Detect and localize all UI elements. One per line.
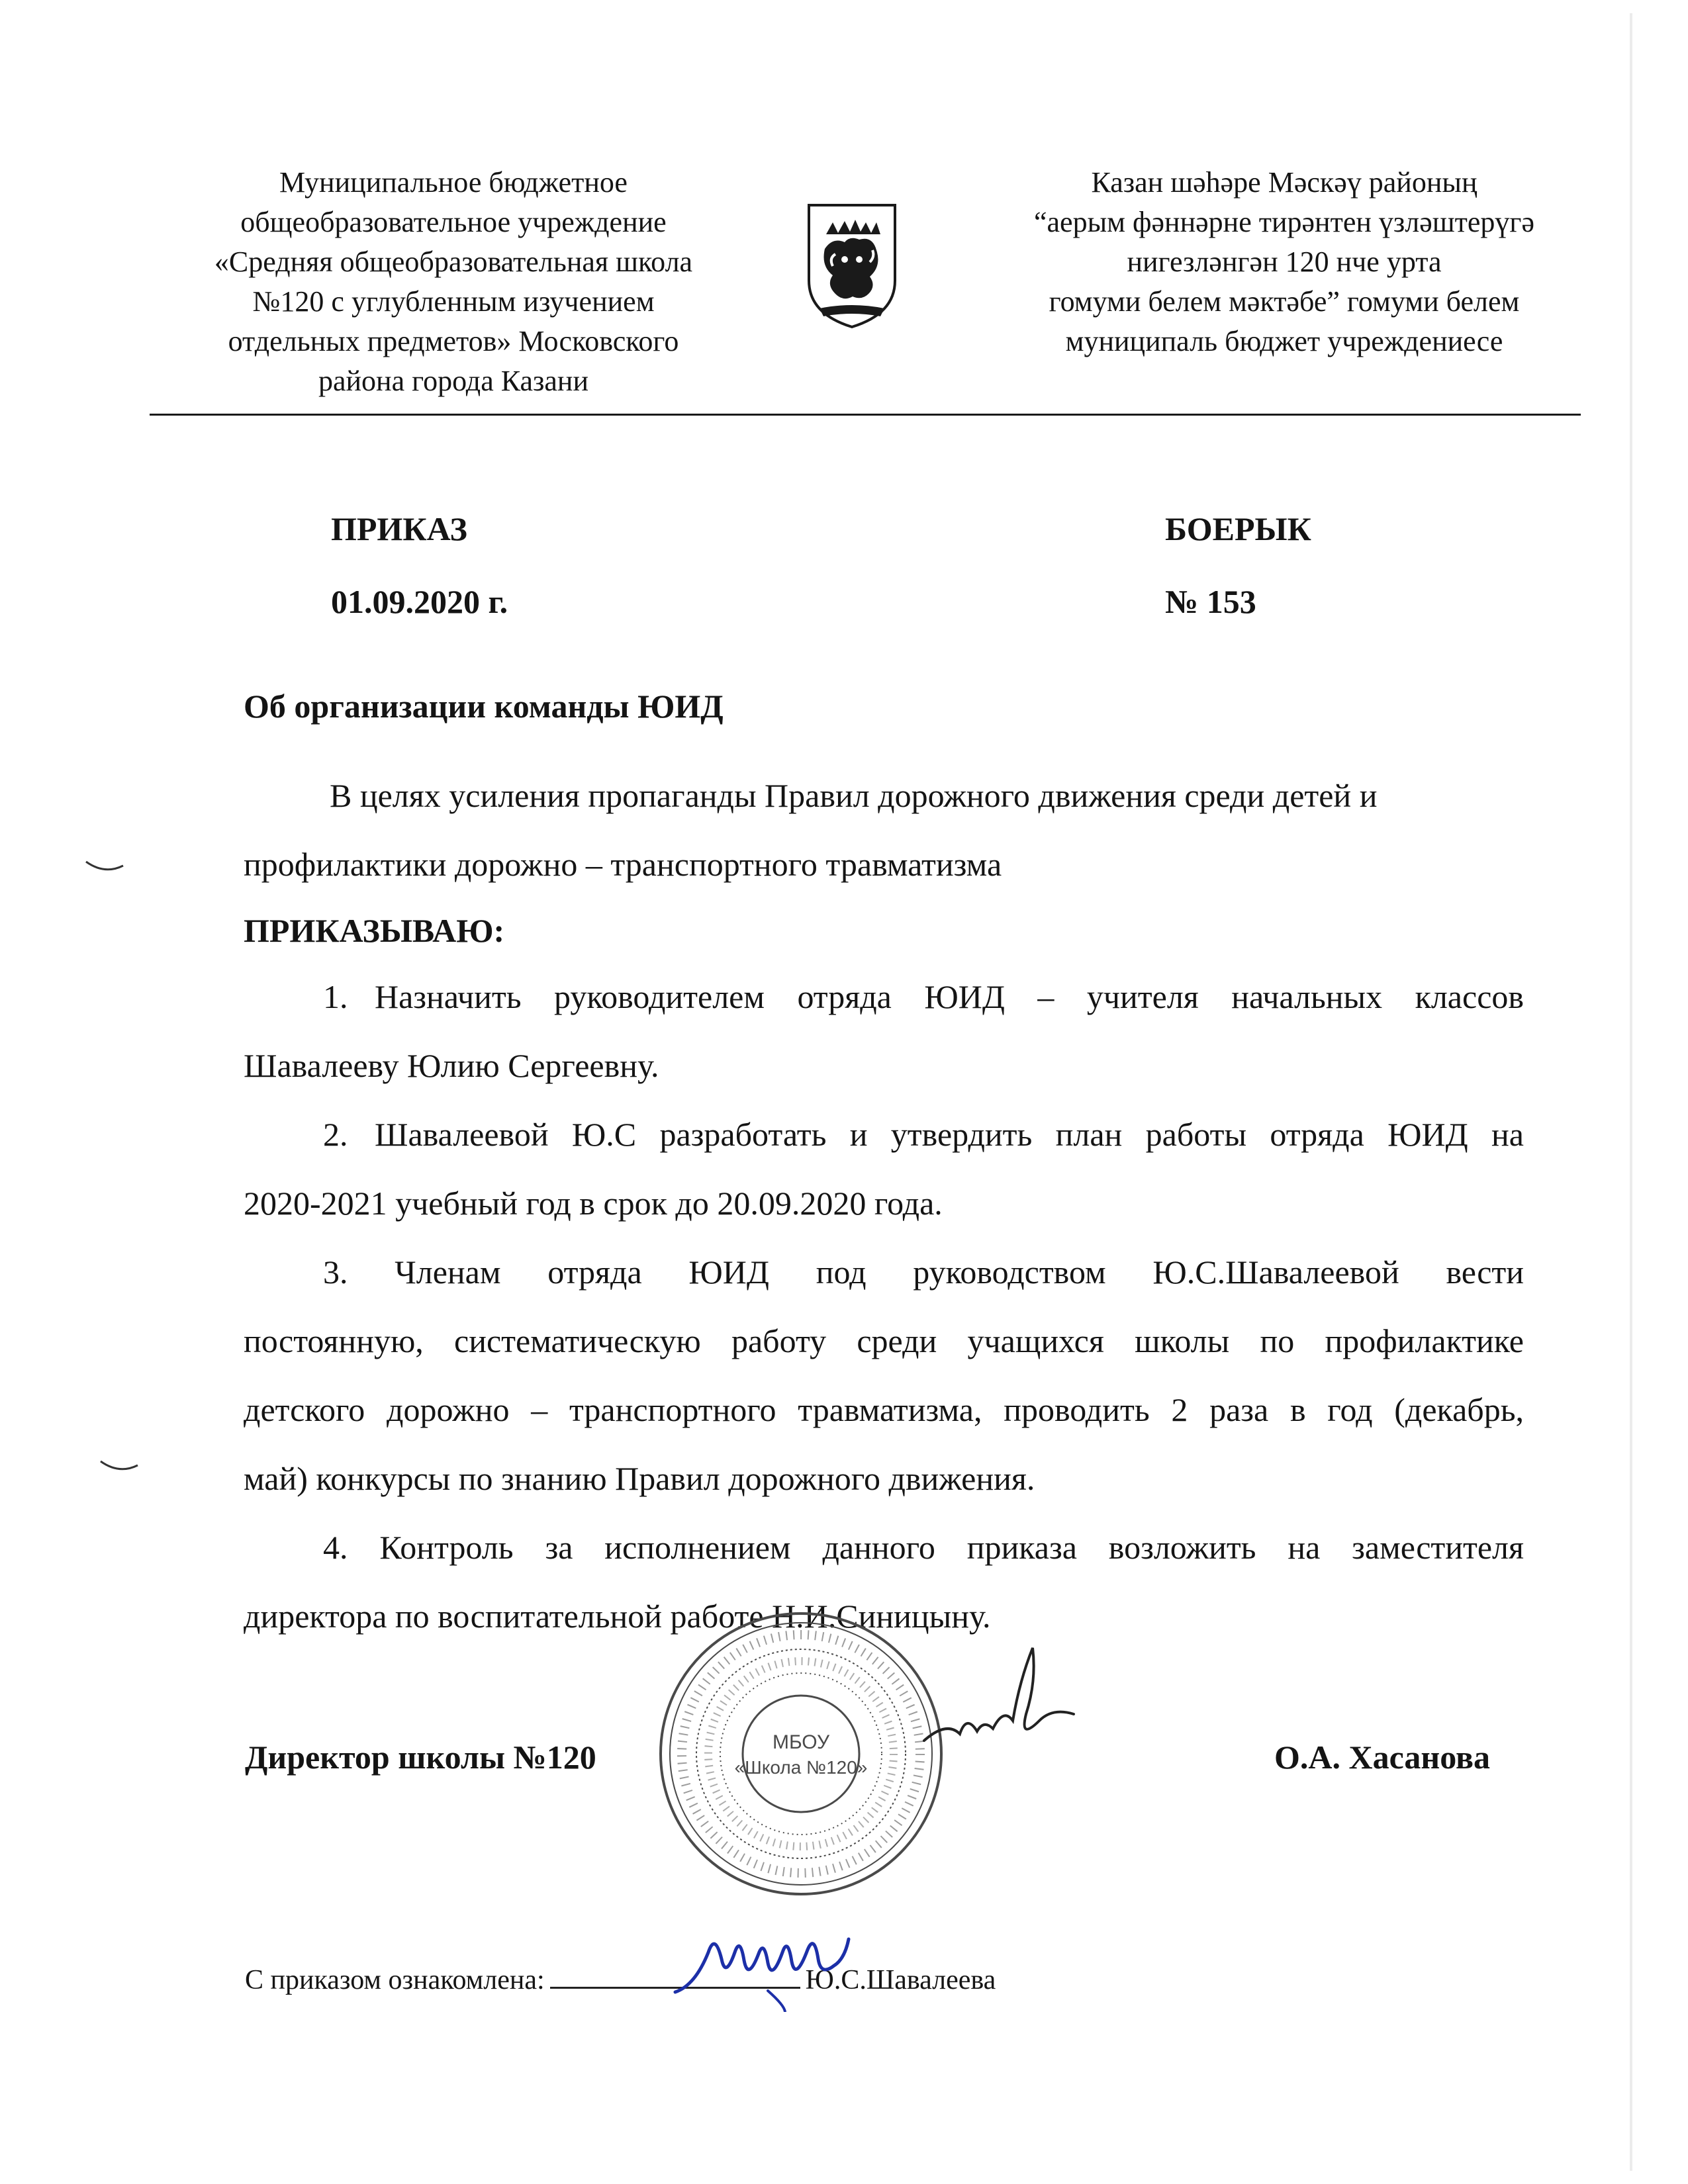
order-date: 01.09.2020 г. — [331, 583, 508, 620]
order-title-ru: ПРИКАЗ — [331, 510, 467, 547]
order-title-tt: БОЕРЫК — [1165, 510, 1311, 547]
item-text: Членам отряда ЮИД под руководством Ю.С.Шавалеевой вести — [395, 1253, 1524, 1291]
header-left-line: общеобразовательное учреждение — [240, 206, 667, 238]
item-3-cont: детского дорожно – транспортного травматизма, проводить 2 раза в год (декабрь, — [244, 1391, 1524, 1428]
item-text: Назначить руководителем отряда ЮИД – учителя начальных классов — [375, 978, 1524, 1015]
school-seal — [655, 1608, 947, 1899]
acknowledgement-name: Ю.С.Шавалеева — [805, 1965, 996, 1995]
order-body — [244, 761, 1524, 1651]
signatory-name: О.А. Хасанова — [1274, 1739, 1490, 1776]
director-signature — [920, 1641, 1079, 1760]
header-left-line: района города Казани — [318, 365, 589, 397]
command-heading: ПРИКАЗЫВАЮ: — [244, 912, 505, 949]
header-right-line: Казан шәһәре Мәскәү районың — [1091, 166, 1477, 199]
item-number: 4. — [323, 1529, 348, 1566]
item-4-cont: директора по воспитательной работе Н.И.Синицыну. — [244, 1598, 991, 1635]
order-number: № 153 — [1165, 583, 1256, 620]
header-left-line: «Средняя общеобразовательная школа — [214, 246, 693, 278]
punch-mark — [85, 860, 124, 874]
item-text: Шавалеевой Ю.С разработать и утвердить план работы отряда ЮИД на — [375, 1116, 1524, 1153]
item-number: 2. — [323, 1116, 348, 1153]
acknowledger-signature — [669, 1913, 854, 2012]
item-text: Контроль за исполнением данного приказа возложить на заместителя — [379, 1529, 1524, 1566]
order-subject: Об организации команды ЮИД — [244, 688, 724, 725]
header-right-line: нигезләнгән 120 нче урта — [1127, 246, 1442, 278]
item-number: 1. — [323, 978, 348, 1015]
punch-mark — [99, 1460, 139, 1473]
seal-text-bottom: «Школа №120» — [734, 1757, 868, 1778]
intro-line: В целях усиления пропаганды Правил дорожного движения среди детей и — [330, 777, 1378, 814]
item-3-cont: май) конкурсы по знанию Правил дорожного движения. — [244, 1460, 1035, 1497]
header-right-org-name — [993, 163, 1575, 361]
header-right-line: муниципаль бюджет учреждениесе — [1065, 325, 1503, 357]
item-2-cont: 2020-2021 учебный год в срок до 20.09.2020 года. — [244, 1185, 943, 1222]
item-number: 3. — [323, 1253, 348, 1291]
header-right-line: “аерым фәннәрне тирәнтен үзләштерүгә — [1034, 206, 1534, 238]
header-left-line: отдельных предметов» Московского — [228, 325, 679, 357]
kazan-coat-of-arms-icon — [806, 203, 898, 330]
item-3 — [244, 1238, 1524, 1306]
item-1 — [244, 962, 1524, 1031]
item-1-cont: Шавалееву Юлию Сергеевну. — [244, 1047, 659, 1084]
signatory-position: Директор школы №120 — [245, 1739, 596, 1776]
acknowledgement-line — [245, 1964, 996, 1996]
header-left-line: №120 с углубленным изучением — [252, 285, 655, 318]
header-right-line: гомуми белем мәктәбе” гомуми белем — [1049, 285, 1520, 318]
item-4 — [244, 1513, 1524, 1582]
scan-edge — [1630, 13, 1632, 2171]
acknowledgement-label: С приказом ознакомлена: — [245, 1965, 545, 1995]
item-2 — [244, 1100, 1524, 1169]
item-3-cont: постоянную, систематическую работу среди учащихся школы по профилактике — [244, 1322, 1524, 1359]
intro-line: профилактики дорожно – транспортного травматизма — [244, 846, 1002, 883]
header-left-line: Муниципальное бюджетное — [279, 166, 628, 199]
header-divider — [150, 414, 1581, 416]
seal-text-top: МБОУ — [772, 1731, 830, 1753]
header-left-org-name — [165, 163, 741, 401]
